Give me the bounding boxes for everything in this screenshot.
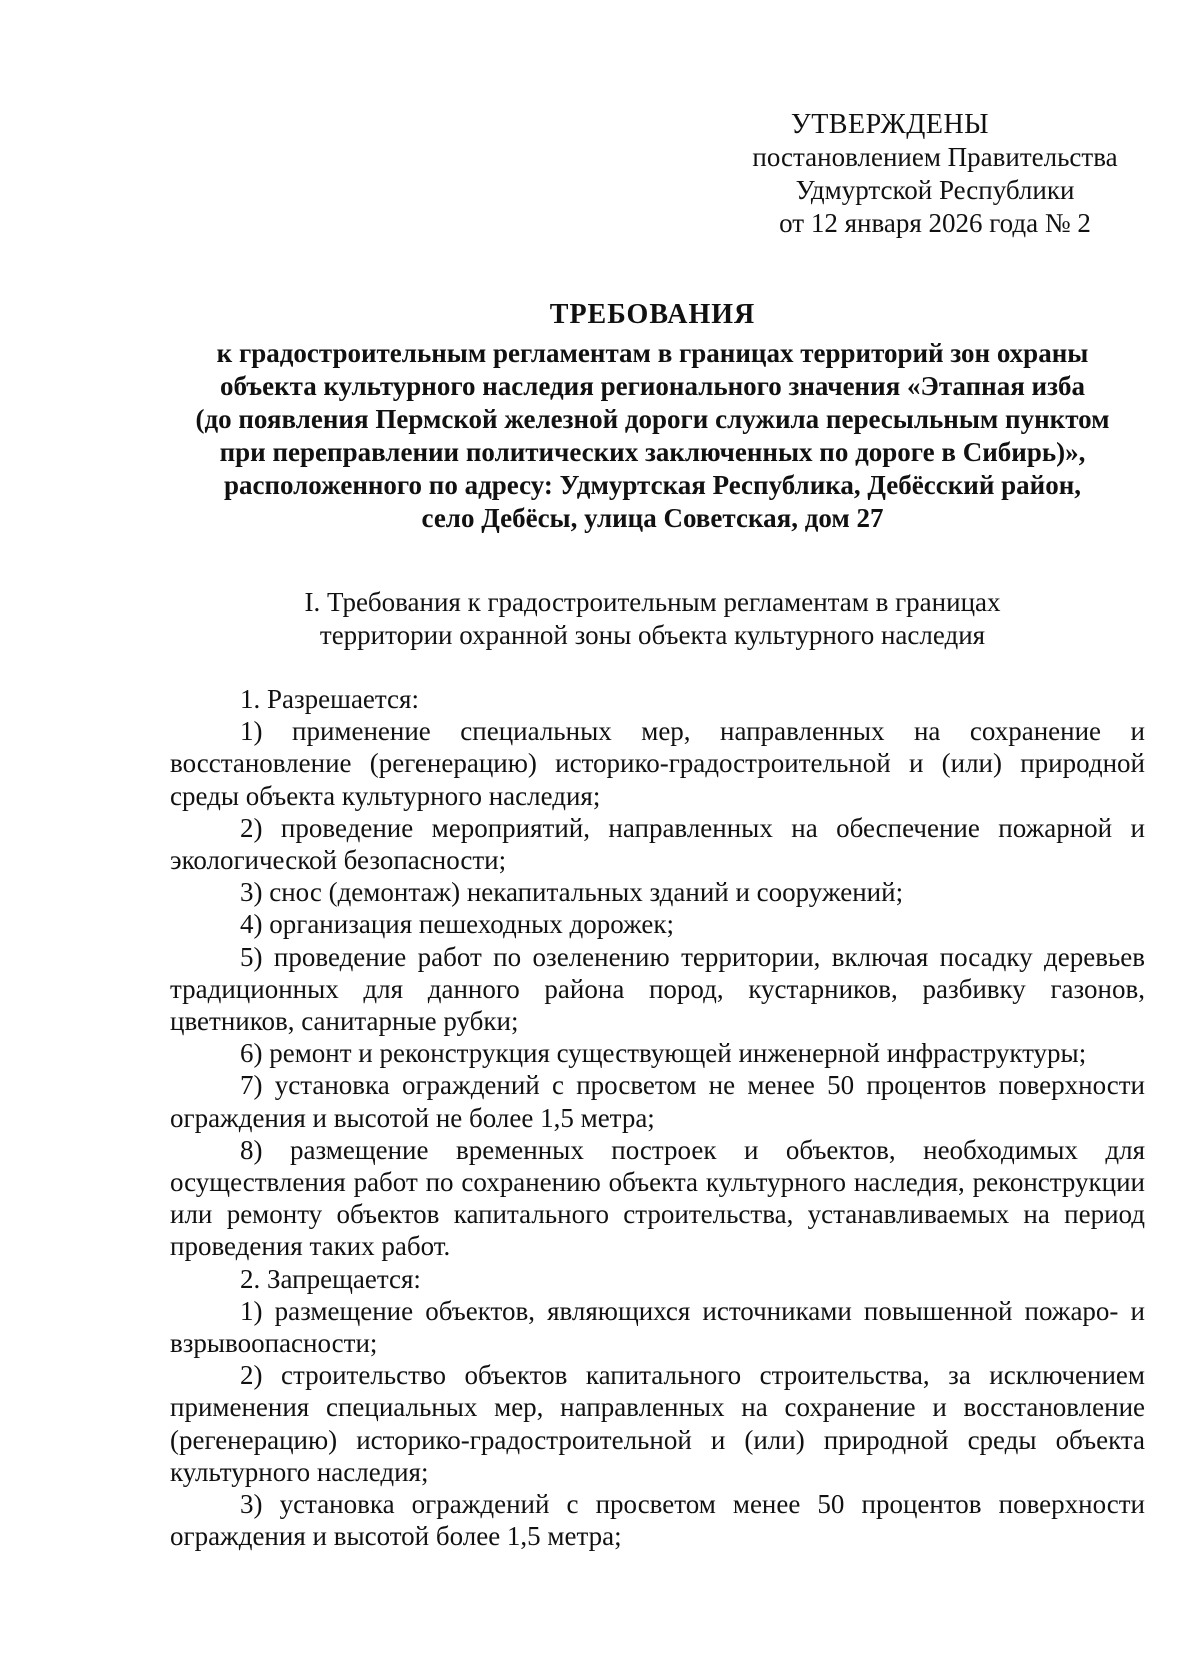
clause-item: 3) снос (демонтаж) некапитальных зданий и сооружений; <box>240 877 904 908</box>
title-line: объекта культурного наследия регионального значения «Этапная изба <box>220 371 1085 401</box>
clause-item: 2) проведение мероприятий, направленных на обеспечение пожарной и экологической безопасности; <box>170 812 1145 876</box>
clause-item: 4) организация пешеходных дорожек; <box>240 909 675 940</box>
approval-heading: УТВЕРЖДЕНЫ <box>790 109 990 140</box>
title-line: (до появления Пермской железной дороги служила пересыльным пунктом <box>195 404 1110 434</box>
document-title <box>160 298 1145 535</box>
clause-heading: 2. Запрещается: <box>240 1263 421 1294</box>
clause-item: 2) строительство объектов капитального строительства, за исключением применения специальных мер, направленных на сохранение и восстановление (регенерацию) историко-градостроительной и (или) природной среды объекта культурного наследия; <box>170 1360 1145 1487</box>
title-line: к градостроительным регламентам в границах территорий зон охраны <box>216 338 1089 368</box>
clause-item: 6) ремонт и реконструкция существующей инженерной инфраструктуры; <box>240 1038 1087 1069</box>
approval-stamp <box>700 108 1170 240</box>
clause-item: 1) применение специальных мер, направленных на сохранение и восстановление (регенерацию) историко-градостроительной и (или) природной среды объекта культурного наследия; <box>170 716 1145 811</box>
document-body <box>170 683 1145 1552</box>
clause-item: 8) размещение временных построек и объектов, необходимых для осуществления работ по сохранению объекта культурного наследия, реконструкции или ремонту объектов капитального строительства, устанавливаемых на период проведения таких работ. <box>170 1134 1145 1262</box>
clause-item: 7) установка ограждений с просветом не менее 50 процентов поверхности ограждения и высотой не более 1,5 метра; <box>170 1070 1145 1133</box>
approval-line: Удмуртской Республики <box>795 175 1075 205</box>
clause-item: 3) установка ограждений с просветом менее 50 процентов поверхности ограждения и высотой более 1,5 метра; <box>170 1489 1145 1552</box>
title-line: при переправлении политических заключенных по дороге в Сибирь)», <box>219 437 1086 467</box>
clause-heading: 1. Разрешается: <box>240 684 419 714</box>
title-heading: ТРЕБОВАНИЯ <box>549 299 756 330</box>
approval-date: от 12 января 2026 года № 2 <box>779 208 1091 238</box>
section-heading-line: I. Требования к градостроительным регламентам в границах <box>304 587 1001 617</box>
clause-item: 1) размещение объектов, являющихся источниками повышенной пожаро- и взрывоопасности; <box>170 1295 1145 1359</box>
section-heading-line: территории охранной зоны объекта культурного наследия <box>319 620 986 650</box>
title-line: село Дебёсы, улица Советская, дом 27 <box>421 503 884 533</box>
title-line: расположенного по адресу: Удмуртская Республика, Дебёсский район, <box>223 470 1082 500</box>
section-heading <box>160 586 1145 652</box>
clause-item: 5) проведение работ по озеленению территории, включая посадку деревьев традиционных для данного района пород, кустарников, разбивку газонов, цветников, санитарные рубки; <box>170 941 1145 1037</box>
approval-line: постановлением Правительства <box>752 142 1118 172</box>
